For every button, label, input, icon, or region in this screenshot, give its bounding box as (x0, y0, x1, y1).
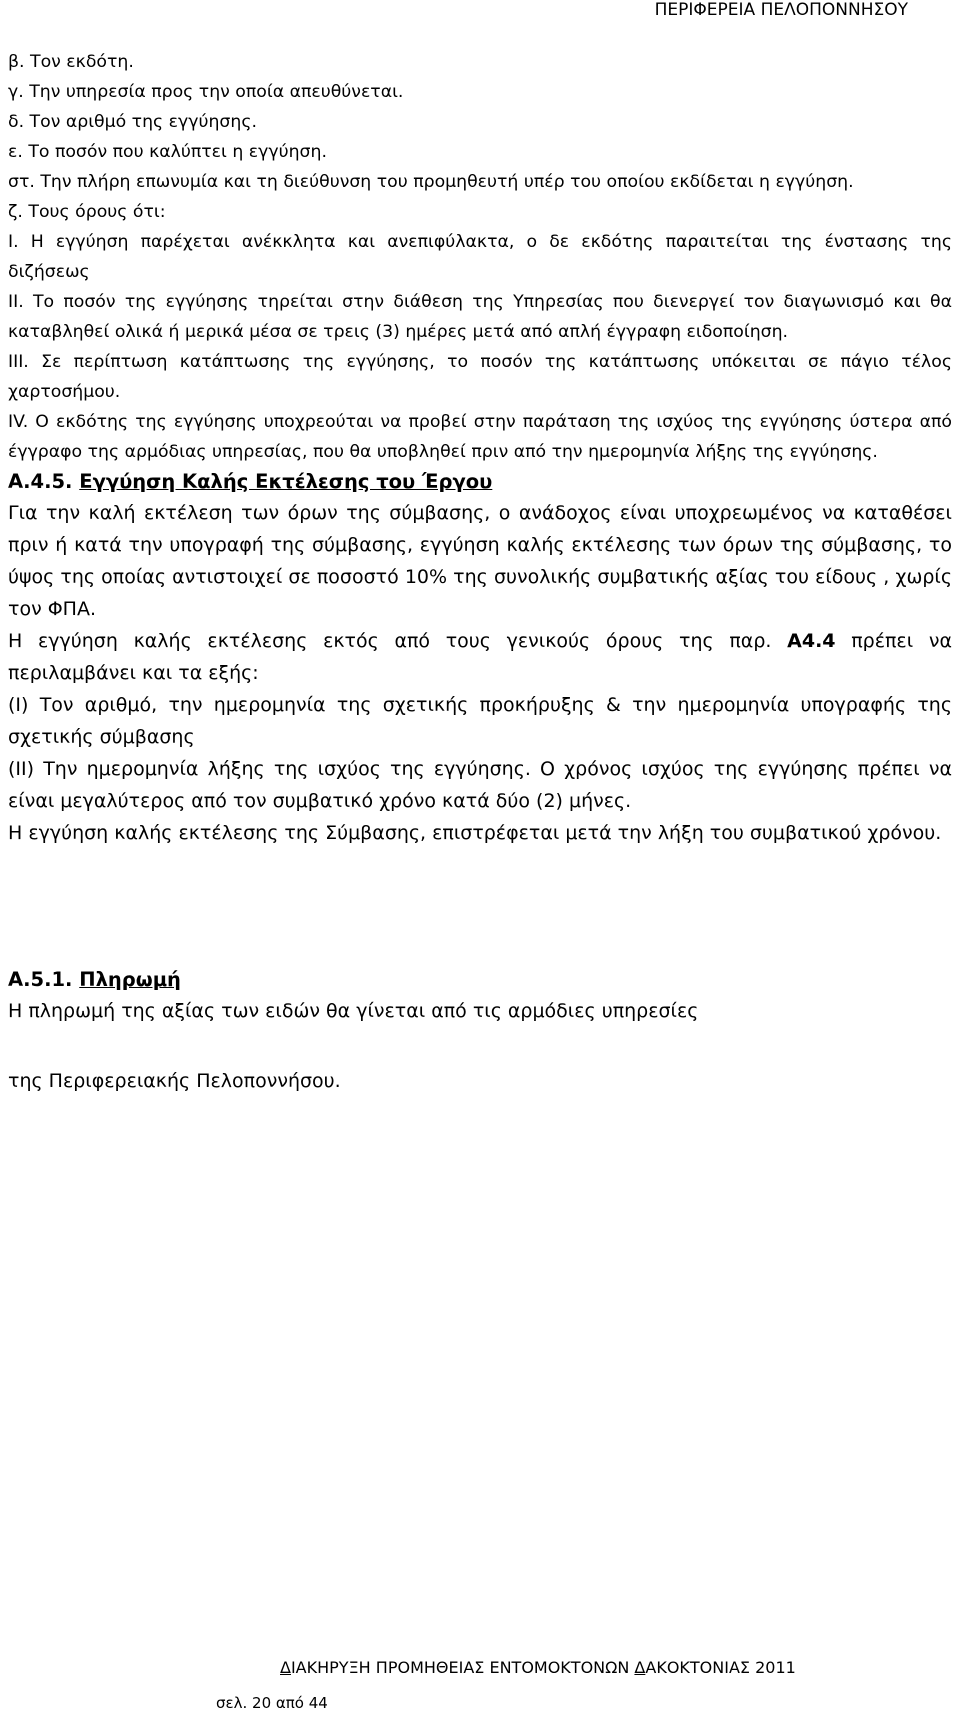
list-item: β. Τον εκδότη. (8, 52, 134, 72)
term-item: II. Το ποσόν της εγγύησης τηρείται στην διάθεση της Υπηρεσίας που διενεργεί τον διαγωνισμό και θα καταβληθεί ολικά ή μερικά μέσα σε τρεις (3) ημέρες μετά από απλή έγγραφη ειδοποίηση. (8, 292, 952, 342)
paragraph: της Περιφερειακής Πελοποννήσου. (8, 1070, 341, 1092)
term-item: IV. Ο εκδότης της εγγύησης υποχρεούται να προβεί στην παράταση της ισχύος της εγγύησης ύστερα από έγγραφο της αρμόδιας υπηρεσίας, που θα υποβληθεί πριν από την ημερομηνία λήξης της εγγύησης. (8, 412, 952, 462)
paragraph: Η πληρωμή της αξίας των ειδών θα γίνεται από τις αρμόδιες υπηρεσίες (8, 1000, 699, 1022)
paragraph: Για την καλή εκτέλεση των όρων της σύμβασης, ο ανάδοχος είναι υποχρεωμένος να καταθέσει πριν ή κατά την υπογραφή της σύμβασης, εγγύηση καλής εκτέλεσης των όρων της σύμβασης, το ύψος της οποίας αντιστοιχεί σε ποσοστό 10% της συνολικής συμβατικής αξίας του είδους , χωρίς τον ΦΠΑ. (8, 502, 952, 620)
list-item: στ. Την πλήρη επωνυμία και τη διεύθυνση του προμηθευτή υπέρ του οποίου εκδίδεται η εγγύηση. (8, 172, 854, 192)
term-item: III. Σε περίπτωση κατάπτωσης της εγγύησης, το ποσόν της κατάπτωσης υπόκειται σε πάγιο τέλος χαρτοσήμου. (8, 352, 952, 402)
paragraph-ref: Α4.4 (787, 630, 836, 652)
list-item: ζ. Τους όρους ότι: (8, 202, 166, 222)
spacer (8, 849, 952, 965)
paragraph-item: (I) Τον αριθμό, την ημερομηνία της σχετικής προκήρυξης & την ημερομηνία υπογραφής της σχετικής σύμβασης (8, 694, 952, 748)
term-item: I. Η εγγύηση παρέχεται ανέκκλητα και ανεπιφύλακτα, ο δε εκδότης παραιτείται της ένστασης της διζήσεως (8, 232, 952, 282)
section-title: Εγγύηση Καλής Εκτέλεσης του Έργου (79, 470, 493, 493)
footer-text: ΑΚΟΚΤΟΝΙΑΣ 2011 (645, 1658, 796, 1677)
section-heading (8, 467, 952, 497)
page-header: ΠΕΡΙΦΕΡΕΙΑ ΠΕΛΟΠΟΝΝΗΣΟΥ (654, 0, 908, 20)
paragraph-text: Η εγγύηση καλής εκτέλεσης εκτός από τους γενικούς όρους της παρ. (8, 630, 772, 652)
list-item: ε. Το ποσόν που καλύπτει η εγγύηση. (8, 142, 327, 162)
footer-letter: Δ (280, 1658, 291, 1677)
paragraph-item: (II) Την ημερομηνία λήξης της ισχύος της εγγύησης. Ο χρόνος ισχύος της εγγύησης πρέπει να είναι μεγαλύτερος από τον συμβατικό χρόνο κατά δύο (2) μήνες. (8, 758, 952, 812)
section-title: Πληρωμή (79, 968, 181, 991)
page-number: σελ. 20 από 44 (216, 1694, 328, 1712)
list-item: δ. Τον αριθμό της εγγύησης. (8, 112, 257, 132)
spacer (8, 1027, 952, 1065)
paragraph-text: πρέπει να περιλαμβάνει και τα εξής: (8, 630, 952, 684)
page-footer (280, 1658, 796, 1677)
footer-text: ΙΑΚΗΡΥΞΗ ΠΡΟΜΗΘΕΙΑΣ ΕΝΤΟΜΟΚΤΟΝΩΝ (290, 1658, 635, 1677)
document-body (8, 47, 952, 1097)
section-heading (8, 965, 952, 995)
section-number: Α.4.5. (8, 470, 73, 493)
footer-letter: Δ (634, 1658, 646, 1677)
list-item: γ. Την υπηρεσία προς την οποία απευθύνεται. (8, 82, 404, 102)
paragraph (8, 625, 952, 689)
paragraph: Η εγγύηση καλής εκτέλεσης της Σύμβασης, επιστρέφεται μετά την λήξη του συμβατικού χρόνου. (8, 822, 942, 844)
section-number: Α.5.1. (8, 968, 73, 991)
